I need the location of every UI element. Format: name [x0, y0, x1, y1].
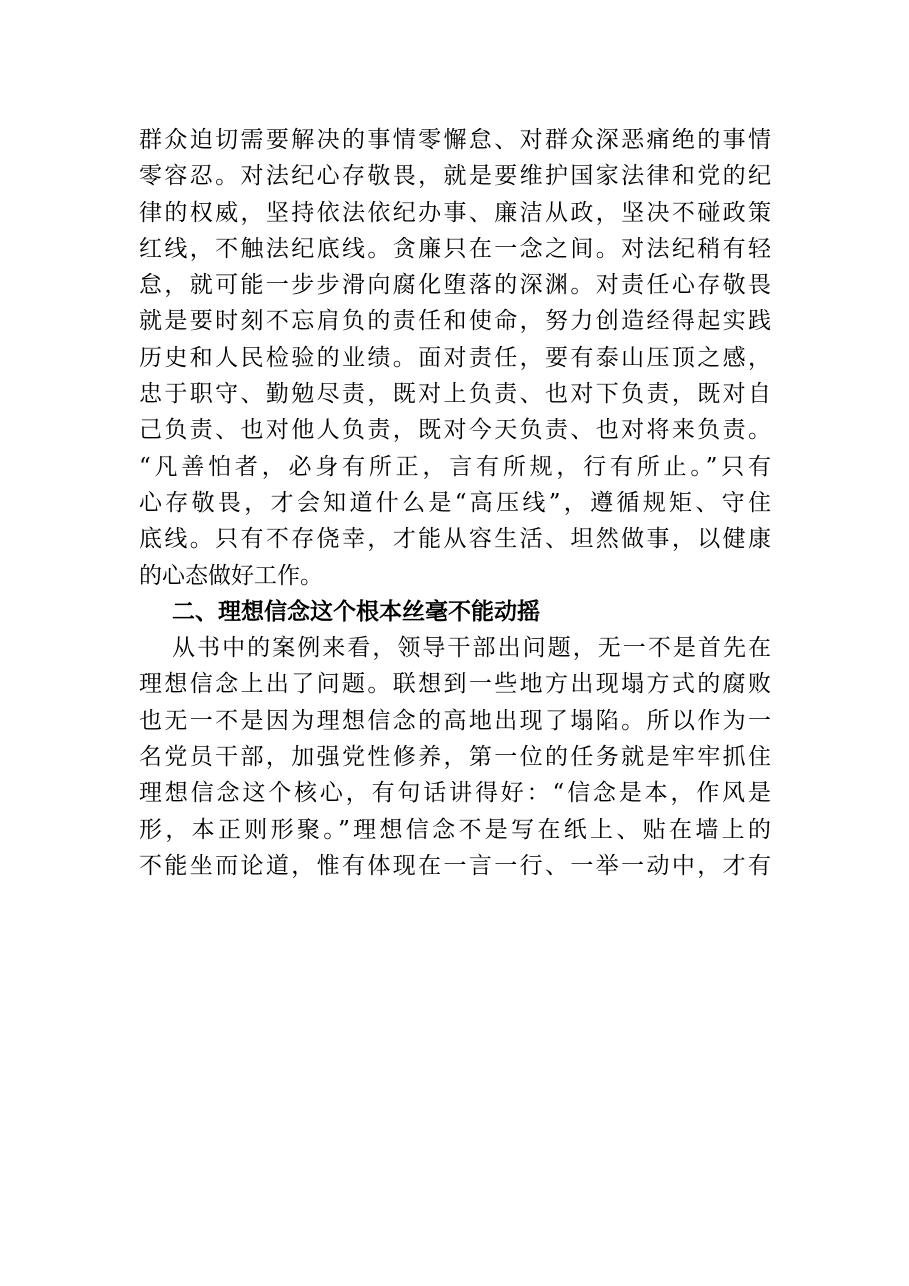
- text-line: 就是要时刻不忘肩负的责任和使命，努力创造经得起实践: [139, 308, 771, 335]
- text-line: 零容忍。对法纪心存敬畏，就是要维护国家法律和党的纪: [139, 163, 771, 190]
- text-line: 的心态做好工作。: [139, 562, 323, 589]
- text-line: 从书中的案例来看，领导干部出问题，无一不是首先在: [172, 635, 771, 662]
- text-line: 心存敬畏，才会知道什么是“高压线”，遵循规矩、守住: [139, 489, 771, 516]
- text-line: 律的权威，坚持依法依纪办事、廉洁从政，坚决不碰政策: [139, 199, 771, 226]
- text-line: 底线。只有不存侥幸，才能从容生活、坦然做事，以健康: [139, 526, 771, 553]
- text-line: 己负责、也对他人负责，既对今天负责、也对将来负责。: [139, 417, 771, 444]
- text-line: 名党员干部，加强党性修养，第一位的任务就是牢牢抓住: [139, 744, 771, 771]
- text-line: 也无一不是因为理想信念的高地出现了塌陷。所以作为一: [139, 707, 771, 734]
- paragraph-2: [139, 630, 771, 884]
- text-line: 忠于职守、勤勉尽责，既对上负责、也对下负责，既对自: [139, 381, 771, 408]
- paragraph-1: [139, 122, 771, 594]
- text-line: 理想信念这个核心，有句话讲得好：“信念是本，作风是: [139, 780, 771, 807]
- text-line: 不能坐而论道，惟有体现在一言一行、一举一动中，才有: [139, 852, 771, 879]
- text-line: 形，本正则形聚。”理想信念不是写在纸上、贴在墙上的: [139, 816, 771, 843]
- text-line: 群众迫切需要解决的事情零懈怠、对群众深恶痛绝的事情: [139, 127, 771, 153]
- section-heading: 二、理想信念这个根本丝毫不能动摇: [172, 598, 540, 625]
- text-line: 红线，不触法纪底线。贪廉只在一念之间。对法纪稍有轻: [139, 235, 771, 262]
- text-line: 理想信念上出了问题。联想到一些地方出现塌方式的腐败: [139, 671, 771, 698]
- text-line: 历史和人民检验的业绩。面对责任，要有泰山压顶之感，: [139, 344, 771, 371]
- document-body: [139, 122, 771, 884]
- text-line: “凡善怕者，必身有所正，言有所规，行有所止。”只有: [139, 453, 771, 480]
- text-line: 怠，就可能一步步滑向腐化堕落的深渊。对责任心存敬畏: [139, 272, 771, 299]
